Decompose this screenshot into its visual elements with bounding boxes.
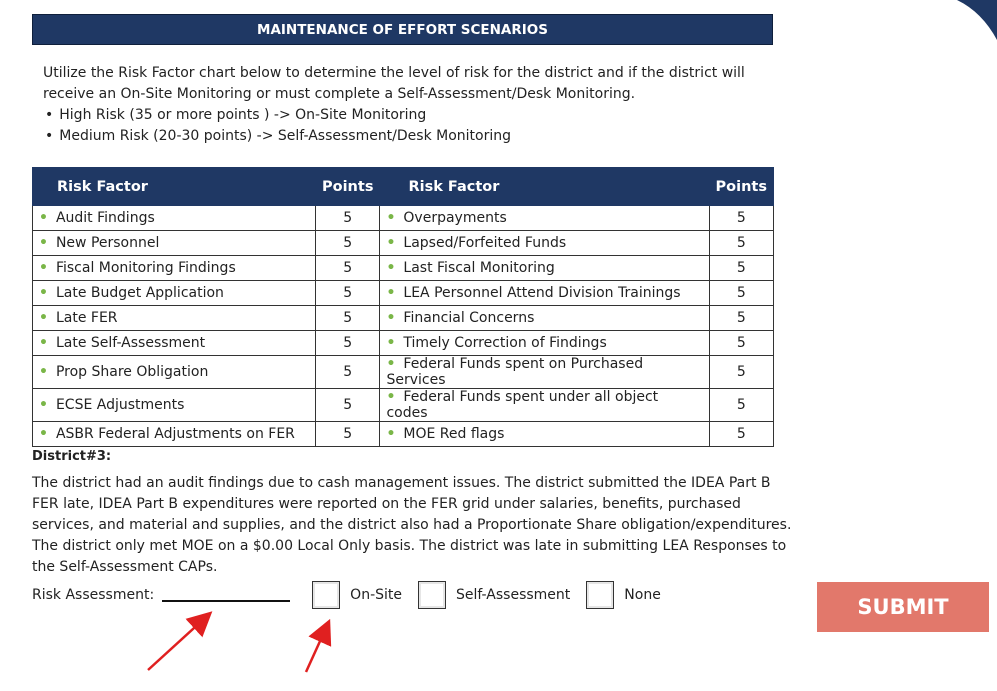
points-cell: 5 bbox=[709, 231, 773, 256]
points-cell: 5 bbox=[316, 389, 380, 422]
risk-factor-cell: • Overpayments bbox=[380, 206, 709, 231]
points-cell: 5 bbox=[709, 306, 773, 331]
district-title: District#3: bbox=[32, 449, 112, 464]
risk-factor-cell: • MOE Red flags bbox=[380, 422, 709, 447]
risk-factor-cell: • New Personnel bbox=[33, 231, 316, 256]
points-cell: 5 bbox=[709, 356, 773, 389]
header-risk-factor-left: Risk Factor bbox=[33, 168, 316, 206]
risk-factor-cell: • Last Fiscal Monitoring bbox=[380, 256, 709, 281]
intro-bullet-medium: • Medium Risk (20-30 points) -> Self-Assessment/Desk Monitoring bbox=[43, 126, 783, 147]
risk-factor-cell: • Late Budget Application bbox=[33, 281, 316, 306]
points-cell: 5 bbox=[316, 306, 380, 331]
risk-factor-cell: • Federal Funds spent under all object codes bbox=[380, 389, 709, 422]
district-scenario-text: The district had an audit findings due to cash management issues. The district submitted the IDEA Part B FER late, IDEA Part B expenditures were reported on the FER grid under salaries, benefits, purchased services, and material and supplies, and the district also had a Proportionate Share obligation/expenditures. The district only met MOE on a $0.00 Local Only basis. The district was late in submitting LEA Responses to the Self-Assessment CAPs. bbox=[32, 475, 792, 575]
risk-factor-cell: • LEA Personnel Attend Division Trainings bbox=[380, 281, 709, 306]
risk-factor-cell: • Timely Correction of Findings bbox=[380, 331, 709, 356]
risk-assessment-label: Risk Assessment: bbox=[32, 587, 155, 603]
risk-factor-cell: • ASBR Federal Adjustments on FER bbox=[33, 422, 316, 447]
risk-factor-cell: • Federal Funds spent on Purchased Services bbox=[380, 356, 709, 389]
risk-factor-cell: • Financial Concerns bbox=[380, 306, 709, 331]
intro-paragraph: Utilize the Risk Factor chart below to determine the level of risk for the district and if the district will receive an On-Site Monitoring or must complete a Self-Assessment/Desk Monitoring. bbox=[43, 65, 745, 102]
points-cell: 5 bbox=[316, 206, 380, 231]
points-cell: 5 bbox=[316, 256, 380, 281]
points-cell: 5 bbox=[316, 331, 380, 356]
points-cell: 5 bbox=[709, 281, 773, 306]
risk-factor-cell: • Late Self-Assessment bbox=[33, 331, 316, 356]
risk-factor-cell: • Late FER bbox=[33, 306, 316, 331]
banner-title: MAINTENANCE OF EFFORT SCENARIOS bbox=[257, 21, 548, 38]
on-site-label: On-Site bbox=[350, 587, 402, 603]
points-cell: 5 bbox=[316, 356, 380, 389]
points-cell: 5 bbox=[316, 281, 380, 306]
risk-factor-cell: • Lapsed/Forfeited Funds bbox=[380, 231, 709, 256]
risk-factor-cell: • Fiscal Monitoring Findings bbox=[33, 256, 316, 281]
header-points-right: Points bbox=[709, 168, 773, 206]
header-risk-factor-right: Risk Factor bbox=[380, 168, 709, 206]
header-points-left: Points bbox=[316, 168, 380, 206]
submit-button[interactable]: SUBMIT bbox=[817, 582, 989, 632]
points-cell: 5 bbox=[316, 231, 380, 256]
points-cell: 5 bbox=[709, 422, 773, 447]
none-label: None bbox=[624, 587, 661, 603]
points-cell: 5 bbox=[709, 389, 773, 422]
arrow-to-blank-icon bbox=[148, 618, 205, 670]
arrow-to-checkbox-icon bbox=[306, 628, 326, 672]
risk-factor-cell: • Prop Share Obligation bbox=[33, 356, 316, 389]
points-cell: 5 bbox=[709, 256, 773, 281]
intro-bullet-high: • High Risk (35 or more points ) -> On-Site Monitoring bbox=[43, 105, 783, 126]
points-cell: 5 bbox=[709, 331, 773, 356]
self-assessment-label: Self-Assessment bbox=[456, 587, 571, 603]
risk-factor-cell: • ECSE Adjustments bbox=[33, 389, 316, 422]
risk-factor-cell: • Audit Findings bbox=[33, 206, 316, 231]
points-cell: 5 bbox=[709, 206, 773, 231]
points-cell: 5 bbox=[316, 422, 380, 447]
